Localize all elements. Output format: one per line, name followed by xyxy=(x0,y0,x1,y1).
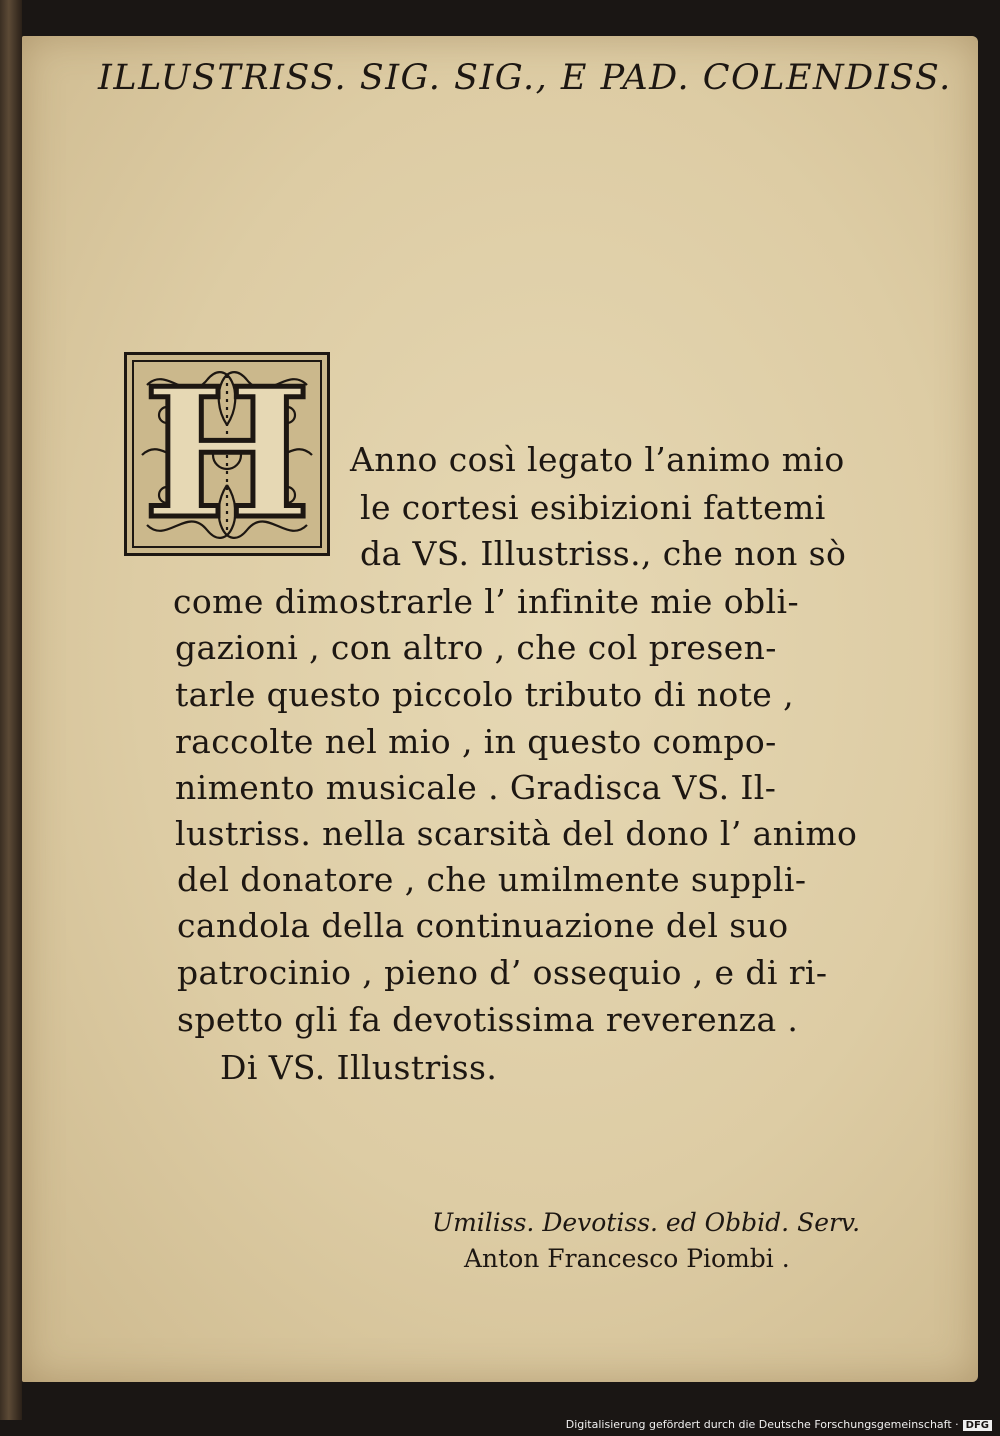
credit-text: Digitalisierung gefördert durch die Deutsche Forschungsgemeinschaft · xyxy=(565,1418,959,1431)
signature-name: Anton Francesco Piombi . xyxy=(464,1244,790,1273)
text-line: raccolte nel mio , in questo compo- xyxy=(175,722,777,761)
text-line: tarle questo piccolo tributo di note , xyxy=(175,675,795,714)
book-spine-edge xyxy=(0,0,22,1420)
text-line: candola della continuazione del suo xyxy=(177,906,789,945)
text-line: del donatore , che umilmente suppli- xyxy=(177,860,807,899)
text-line: da VS. Illustriss., che non sò xyxy=(360,534,847,573)
text-line: gazioni , con altro , che col presen- xyxy=(175,628,777,667)
text-line: come dimostrarle l’ infinite mie obli- xyxy=(173,582,800,621)
text-line: patrocinio , pieno d’ ossequio , e di ri- xyxy=(177,953,828,992)
page-header: ILLUSTRISS. SIG. SIG., E PAD. COLENDISS. xyxy=(98,58,952,98)
text-line: spetto gli fa devotissima reverenza . xyxy=(177,1000,799,1039)
dfg-logo: DFG xyxy=(963,1420,992,1431)
decorated-initial xyxy=(124,349,330,558)
text-line: le cortesi esibizioni fattemi xyxy=(360,488,826,527)
text-line: Anno così legato l’animo mio xyxy=(350,440,845,479)
digitization-credit xyxy=(566,1418,992,1431)
text-line: nimento musicale . Gradisca VS. Il- xyxy=(175,768,777,807)
text-line: lustriss. nella scarsità del dono l’ animo xyxy=(175,814,858,853)
text-line: Di VS. Illustriss. xyxy=(220,1048,498,1087)
signature-title: Umiliss. Devotiss. ed Obbid. Serv. xyxy=(432,1208,861,1237)
initial-letter: H xyxy=(142,349,312,558)
